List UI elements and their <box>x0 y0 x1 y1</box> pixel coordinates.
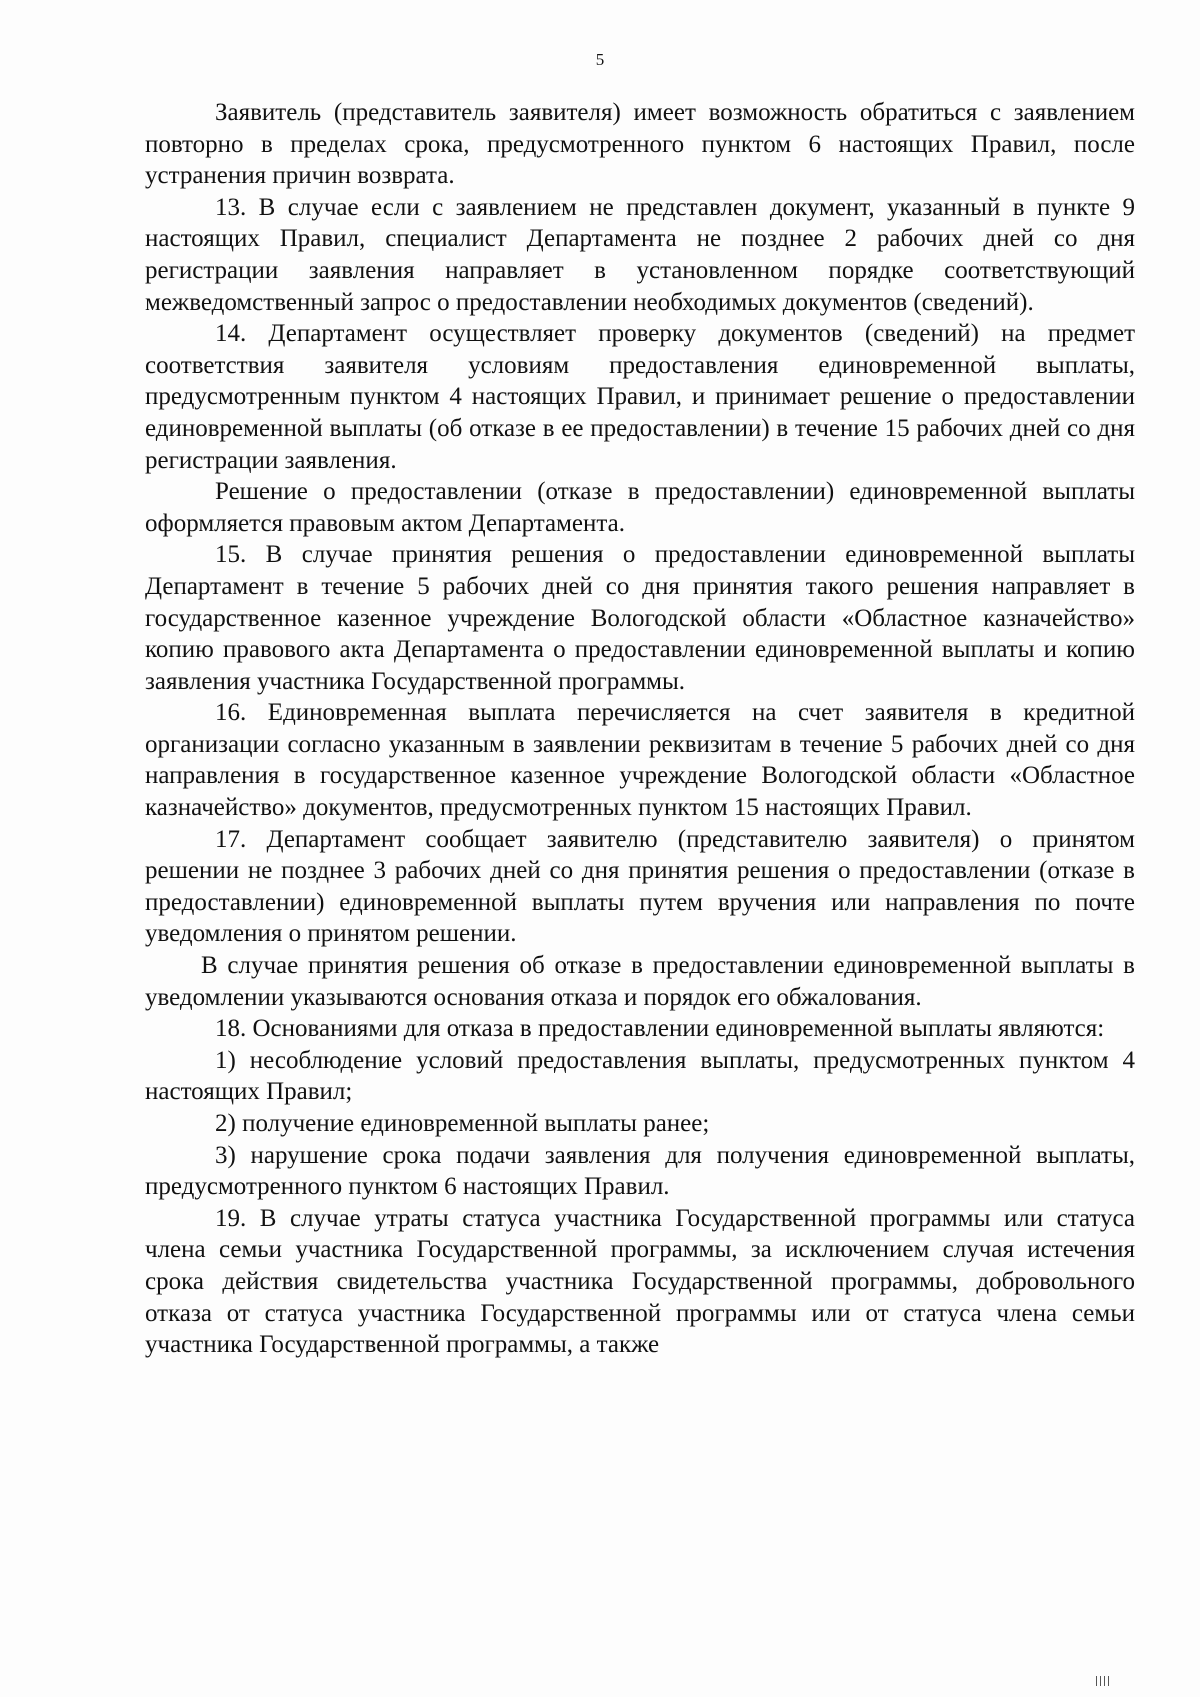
paragraph-18: 18. Основаниями для отказа в предоставлении единовременной выплаты являются: <box>215 1015 1105 1043</box>
page-number: 5 <box>595 50 605 69</box>
paragraph-resubmission: Заявитель (представитель заявителя) имеет возможность обратиться с заявлением повторно в пределах срока, предусмотренного пунктом 6 настоящих Правил, после устранения причин возврата. <box>145 99 1135 190</box>
list-item-3: 3) нарушение срока подачи заявления для получения единовременной выплаты, предусмотренного пунктом 6 настоящих Правил. <box>145 1141 1135 1201</box>
paragraph-16: 16. Единовременная выплата перечисляется на счет заявителя в кредитной организации согласно указанным в заявлении реквизитам в течение 5 рабочих дней со дня направления в государственное казенное учреждение Вологодской области «Областное казначейство» документов, предусмотренных пунктом 15 настоящих Правил. <box>145 699 1135 822</box>
list-item-1: 1) несоблюдение условий предоставления выплаты, предусмотренных пунктом 4 настоящих Правил; <box>145 1046 1135 1106</box>
paragraph-13: 13. В случае если с заявлением не представлен документ, указанный в пункте 9 настоящих Правил, специалист Департамента не позднее 2 рабочих дней со дня регистрации заявления направляет в установленном порядке соответствующий межведомственный запрос о предоставлении необходимых документов (сведений). <box>145 193 1135 316</box>
paragraph-15: 15. В случае принятия решения о предоставлении единовременной выплаты Департамент в течение 5 рабочих дней со дня принятия такого решения направляет в государственное казенное учреждение Вологодской области «Областное казначейство» копию правового акта Департамента о предоставлении единовременной выплаты и копию заявления участника Государственной программы. <box>145 541 1135 695</box>
scan-mark-line <box>1104 1676 1105 1686</box>
paragraph-17: 17. Департамент сообщает заявителю (представителю заявителя) о принятом решении не позднее 3 рабочих дней со дня принятия решения о предоставлении (отказе в предоставлении) единовременной выплаты путем вручения или направления по почте уведомления о принятом решении. <box>145 825 1135 948</box>
document-body <box>145 97 1135 1361</box>
scan-mark-line <box>1100 1676 1101 1686</box>
scan-mark-line <box>1096 1676 1097 1686</box>
scan-mark-line <box>1108 1676 1109 1686</box>
scan-marks <box>1096 1676 1114 1686</box>
paragraph-19: 19. В случае утраты статуса участника Государственной программы или статуса члена семьи участника Государственной программы, за исключением случая истечения срока действия свидетельства участника Государственной программы, добровольного отказа от статуса участника Государственной программы или от статуса члена семьи участника Государственной программы, а также <box>145 1204 1135 1359</box>
paragraph-refusal-notice: В случае принятия решения об отказе в предоставлении единовременной выплаты в уведомлении указываются основания отказа и порядок его обжалования. <box>145 952 1135 1011</box>
paragraph-decision-act: Решение о предоставлении (отказе в предоставлении) единовременной выплаты оформляется правовым актом Департамента. <box>145 478 1135 537</box>
list-item-2: 2) получение единовременной выплаты ранее; <box>215 1110 710 1137</box>
paragraph-14: 14. Департамент осуществляет проверку документов (сведений) на предмет соответствия заявителя условиям предоставления единовременной выплаты, предусмотренным пунктом 4 настоящих Правил, и принимает решение о предоставлении единовременной выплаты (об отказе в ее предоставлении) в течение 15 рабочих дней со дня регистрации заявления. <box>145 320 1135 474</box>
